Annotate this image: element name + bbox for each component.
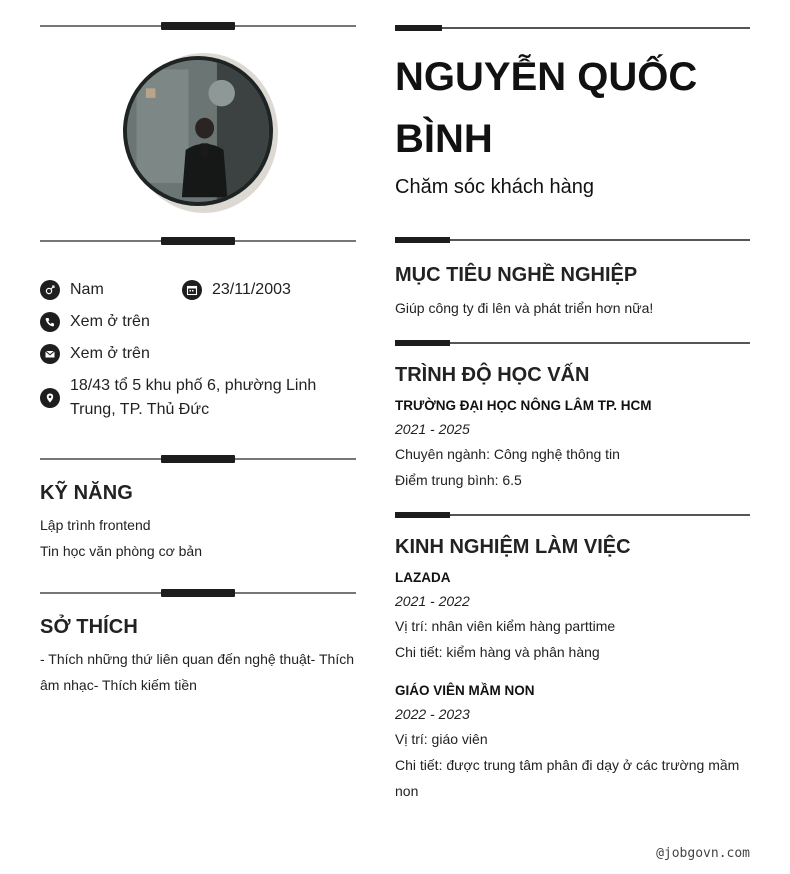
job-detail: Chi tiết: kiểm hàng và phân hàng: [395, 644, 600, 660]
divider: [395, 25, 750, 31]
email-icon: [40, 344, 60, 364]
email-row: [40, 342, 150, 366]
divider: [395, 237, 750, 243]
objective-title: MỤC TIÊU NGHỀ NGHIỆP: [395, 264, 638, 286]
school-name: TRƯỜNG ĐẠI HỌC NÔNG LÂM TP. HCM: [395, 398, 652, 413]
gender-icon: [40, 280, 60, 300]
birthday-row: [182, 278, 291, 302]
address-value: 18/43 tổ 5 khu phố 6, phường Linh Trung, TP. Thủ Đức: [70, 377, 317, 418]
job-detail: Chi tiết: được trung tâm phân đi dạy ở các trường mầm non: [395, 757, 740, 799]
education-title: TRÌNH ĐỘ HỌC VẤN: [395, 364, 590, 386]
divider: [40, 22, 356, 30]
job-period: 2021 - 2022: [395, 593, 470, 609]
divider: [395, 512, 750, 518]
phone-row: [40, 310, 150, 334]
gender-value: Nam: [70, 281, 104, 298]
job-company: LAZADA: [395, 570, 451, 585]
education-period: 2021 - 2025: [395, 421, 470, 437]
divider: [40, 237, 356, 245]
hobbies-text: - Thích những thứ liên quan đến nghệ thuật- Thích âm nhạc- Thích kiếm tiền: [40, 651, 354, 693]
phone-icon: [40, 312, 60, 332]
job-position: Vị trí: giáo viên: [395, 731, 488, 747]
divider: [40, 455, 356, 463]
skill-item: Tin học văn phòng cơ bản: [40, 543, 202, 559]
skill-item: Lập trình frontend: [40, 517, 151, 533]
job-title: Chăm sóc khách hàng: [395, 176, 595, 198]
location-icon: [40, 388, 60, 408]
job-period: 2022 - 2023: [395, 706, 470, 722]
avatar: [123, 53, 278, 213]
divider: [40, 589, 356, 597]
education-major: Chuyên ngành: Công nghệ thông tin: [395, 446, 620, 462]
hobbies-title: SỞ THÍCH: [40, 616, 138, 638]
full-name: NGUYỄN QUỐC BÌNH: [395, 55, 698, 161]
skills-title: KỸ NĂNG: [40, 482, 133, 504]
calendar-icon: [182, 280, 202, 300]
job-position: Vị trí: nhân viên kiểm hàng parttime: [395, 618, 616, 634]
divider: [395, 340, 750, 346]
watermark: @jobgovn.com: [656, 846, 750, 861]
education-gpa: Điểm trung bình: 6.5: [395, 472, 522, 488]
experience-title: KINH NGHIỆM LÀM VIỆC: [395, 536, 631, 558]
gender-row: [40, 278, 104, 302]
email-value: Xem ở trên: [70, 345, 150, 362]
objective-text: Giúp công ty đi lên và phát triển hơn nữa!: [395, 300, 654, 316]
phone-value: Xem ở trên: [70, 313, 150, 330]
birthday-value: 23/11/2003: [212, 281, 291, 298]
profile-photo: [127, 60, 269, 202]
address-row: [40, 374, 356, 422]
job-company: GIÁO VIÊN MẦM NON: [395, 683, 535, 698]
